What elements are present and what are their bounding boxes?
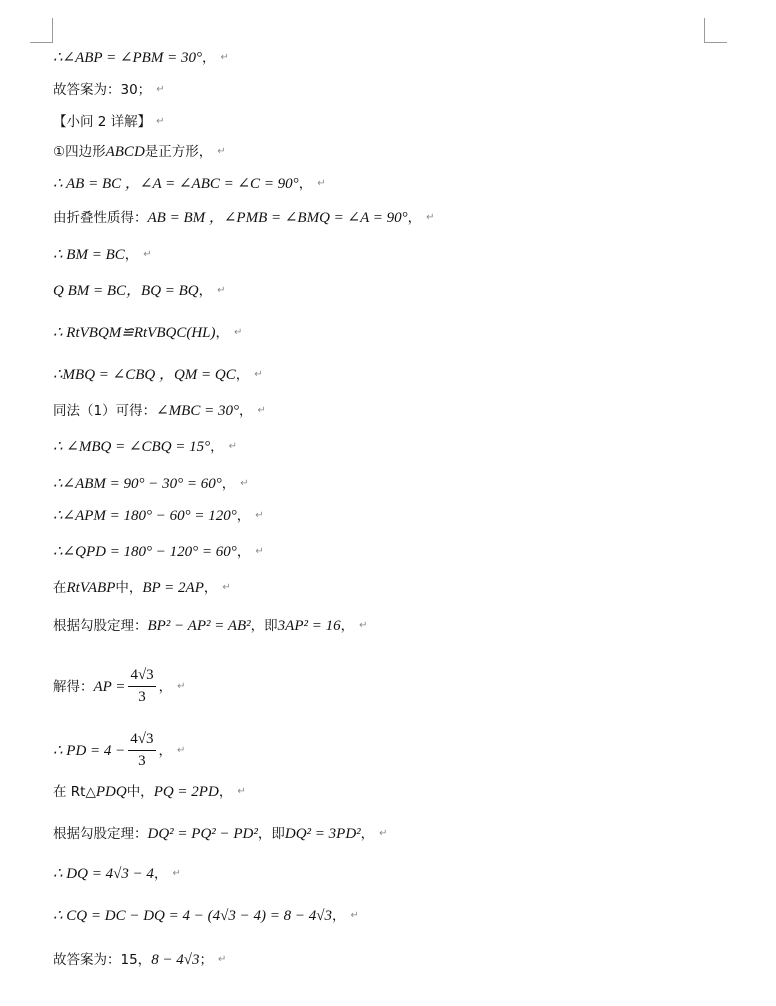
text-run: ， [407, 210, 422, 226]
text-line [53, 950, 226, 970]
math-expression: ∴∠ABP = ∠PBM = 30° [53, 50, 202, 66]
text-line [53, 864, 181, 884]
text-line [53, 824, 388, 844]
text-run: 由折叠性质得： [53, 210, 148, 226]
math-expression: ∴∠QPD = 180° − 120° = 60° [53, 544, 237, 560]
paragraph-return-icon: ↵ [156, 116, 165, 127]
text-line [53, 112, 165, 132]
text-run: 故答案为：30； [53, 82, 152, 98]
text-run: ， [198, 283, 213, 299]
text-run: ， [221, 476, 236, 492]
math-expression: BP = 2AP [142, 580, 204, 596]
text-run: ， [215, 325, 230, 341]
text-run: ， [124, 247, 139, 263]
text-run: ， [238, 403, 253, 419]
text-run: 中， [126, 784, 154, 800]
text-line [53, 906, 359, 926]
math-expression: PDQ [95, 784, 127, 800]
math-expression: 3AP² = 16 [277, 618, 341, 634]
text-run: ， [203, 580, 218, 596]
fraction-denominator: 3 [138, 753, 146, 769]
math-expression: AB = BM ，∠PMB = ∠BMQ = ∠A = 90° [147, 210, 408, 226]
text-run: 中， [115, 580, 143, 596]
math-expression: 8 − 4√3 [151, 952, 200, 968]
paragraph-return-icon: ↵ [217, 285, 226, 296]
text-run: 【小问 2 详解】 [53, 114, 152, 130]
text-run: ， [360, 826, 375, 842]
math-expression: ∴ BM = BC [53, 247, 125, 263]
crop-mark-top-left [30, 18, 53, 43]
paragraph-return-icon: ↵ [237, 786, 246, 797]
text-line [53, 142, 226, 162]
paragraph-return-icon: ↵ [220, 52, 229, 63]
math-expression: PQ = 2PD [153, 784, 219, 800]
paragraph-return-icon: ↵ [350, 910, 359, 921]
text-line [53, 401, 266, 421]
paragraph-return-icon: ↵ [177, 680, 186, 692]
text-run: ， [331, 908, 346, 924]
math-expression: DQ² = PQ² − PD² [147, 826, 258, 842]
math-expression: ∴ AB = BC ，∠A = ∠ABC = ∠C = 90° [53, 176, 299, 192]
text-line [53, 474, 249, 494]
paragraph-return-icon: ↵ [317, 178, 326, 189]
text-run: ， [153, 866, 168, 882]
paragraph-return-icon: ↵ [254, 369, 263, 380]
text-line [53, 542, 264, 562]
paragraph-return-icon: ↵ [177, 744, 186, 756]
text-run: ，即 [250, 618, 278, 634]
paragraph-return-icon: ↵ [379, 828, 388, 839]
math-expression: ∴ RtVBQM≌RtVBQC(HL) [53, 325, 216, 341]
text-run: 故答案为：15， [53, 952, 152, 968]
math-expression: ∴MBQ = ∠CBQ ，QM = QC [53, 367, 236, 383]
fraction-denominator: 3 [138, 689, 146, 705]
text-run: 同法（1）可得： [53, 403, 157, 419]
text-line [53, 616, 368, 636]
text-line [53, 578, 231, 598]
text-line [53, 506, 264, 526]
math-expression: ∴ PD = 4 − [53, 742, 126, 759]
fraction [128, 667, 155, 706]
text-run: ， [236, 508, 251, 524]
paragraph-return-icon: ↵ [426, 212, 435, 223]
text-run: ， [236, 544, 251, 560]
text-line [53, 174, 326, 194]
paragraph-return-icon: ↵ [172, 868, 181, 879]
paragraph-return-icon: ↵ [255, 546, 264, 557]
paragraph-return-icon: ↵ [217, 146, 226, 157]
text-line [53, 323, 242, 343]
math-expression: AP = [93, 678, 126, 695]
math-expression: ∴ CQ = DC − DQ = 4 − (4√3 − 4) = 8 − 4√3 [53, 908, 332, 924]
paragraph-return-icon: ↵ [257, 405, 266, 416]
text-run: 根据勾股定理： [53, 618, 148, 634]
paragraph-return-icon: ↵ [143, 249, 152, 260]
text-run: ， [158, 742, 173, 759]
text-run: 在 [53, 580, 67, 596]
crop-mark-top-right [704, 18, 727, 43]
text-run: ，即 [257, 826, 285, 842]
text-line [53, 731, 185, 770]
text-run: ， [158, 678, 173, 695]
paragraph-return-icon: ↵ [228, 441, 238, 452]
math-expression: ∴∠ABM = 90° − 30° = 60° [53, 476, 222, 492]
math-expression: ABCD [105, 144, 145, 160]
paragraph-return-icon: ↵ [359, 620, 368, 631]
text-run: ， [340, 618, 355, 634]
paragraph-return-icon: ↵ [255, 510, 264, 521]
paragraph-return-icon: ↵ [234, 327, 243, 338]
text-run: ， [298, 176, 313, 192]
text-line [53, 245, 152, 265]
text-line [53, 782, 246, 802]
text-line [53, 48, 229, 68]
text-line [53, 437, 237, 457]
text-run: 是正方形， [144, 144, 213, 160]
text-run: ； [199, 952, 214, 968]
math-expression: ∠MBC = 30° [156, 403, 239, 419]
text-run: ①四边形 [53, 144, 106, 160]
text-run: ， [235, 367, 250, 383]
math-expression: RtVABP [66, 580, 116, 596]
math-expression: Q BM = BC，BQ = BQ [53, 283, 199, 299]
text-run: ， [210, 439, 224, 455]
math-expression: ∴ ∠MBQ = ∠CBQ = 15° [53, 439, 211, 455]
text-line [53, 80, 165, 100]
paragraph-return-icon: ↵ [218, 954, 227, 965]
math-expression: DQ² = 3PD² [284, 826, 361, 842]
text-run: 根据勾股定理： [53, 826, 148, 842]
paragraph-return-icon: ↵ [156, 84, 165, 95]
paragraph-return-icon: ↵ [240, 478, 249, 489]
text-line [53, 208, 435, 228]
paragraph-return-icon: ↵ [222, 582, 231, 593]
fraction-numerator: 4√3 [128, 731, 155, 751]
text-run: ， [201, 50, 216, 66]
math-expression: ∴ DQ = 4√3 − 4 [53, 866, 154, 882]
text-run: ， [218, 784, 233, 800]
text-line [53, 281, 226, 301]
math-expression: ∴∠APM = 180° − 60° = 120° [53, 508, 237, 524]
fraction-numerator: 4√3 [128, 667, 155, 687]
text-run: 在 Rt△ [53, 784, 96, 800]
text-run: 解得： [53, 678, 94, 695]
text-line [53, 667, 186, 706]
text-line [53, 365, 263, 385]
fraction [128, 731, 155, 770]
math-expression: BP² − AP² = AB² [147, 618, 251, 634]
